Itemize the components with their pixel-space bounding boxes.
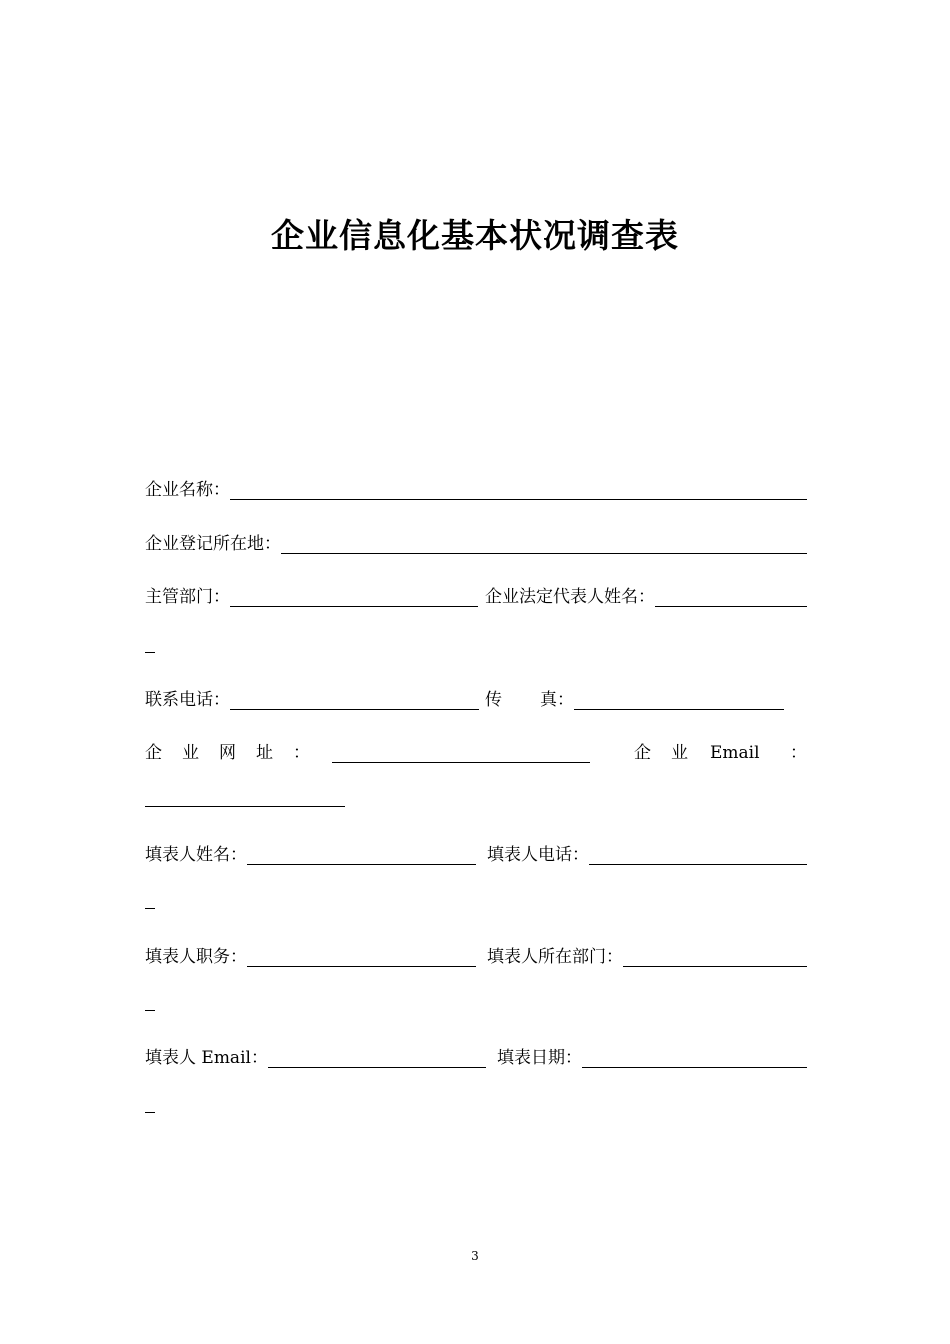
filler-name-label: 填表人姓名： [145,845,247,865]
phone-fax-row [145,684,807,710]
supervising-dept-blank[interactable] [230,588,478,607]
filler-dept-blank[interactable] [623,948,807,967]
company-name-label: 企业名称： [145,480,230,500]
filler-phone-label: 填表人电话： [487,845,589,865]
filler-dept-label: 填表人所在部门： [487,947,623,967]
fax-label-part2: 真： [540,690,574,710]
registered-location-blank[interactable] [281,535,807,554]
filler-position-dept-row [145,941,807,967]
company-name-blank[interactable] [230,481,807,500]
website-label-char1: 企 [145,743,162,763]
legal-rep-label: 企业法定代表人姓名： [485,587,655,607]
filler-dept-blank-overflow [145,1010,155,1011]
fax-blank[interactable] [574,691,784,710]
page-number: 3 [471,1249,479,1263]
filler-name-phone-row [145,839,807,865]
company-name-row [145,474,807,500]
website-label-colon: ： [293,743,310,763]
website-label-char2: 业 [182,743,199,763]
filler-position-blank[interactable] [247,948,476,967]
filler-email-blank[interactable] [268,1049,486,1068]
legal-rep-blank-overflow [145,652,155,653]
contact-phone-label: 联系电话： [145,690,230,710]
filler-phone-blank-overflow [145,908,155,909]
filler-position-label: 填表人职务： [145,947,247,967]
fill-date-label: 填表日期： [496,1048,582,1068]
email-label-char1: 企 [634,743,651,763]
fax-label-part1: 传 [485,690,502,710]
filler-name-blank[interactable] [247,846,476,865]
filler-phone-blank[interactable] [589,846,807,865]
email-label-word: Email [710,743,760,763]
registered-location-row [145,528,807,554]
website-email-row [145,737,807,763]
email-label-char2: 业 [671,743,688,763]
email-label-colon: ： [790,743,807,763]
contact-phone-blank[interactable] [230,691,479,710]
legal-rep-blank[interactable] [655,588,807,607]
website-label-char4: 址 [256,743,273,763]
page-title: 企业信息化基本状况调查表 [271,216,679,255]
fill-date-blank[interactable] [582,1049,807,1068]
registered-location-label: 企业登记所在地： [145,534,281,554]
filler-email-date-row [145,1042,807,1068]
dept-legal-rep-row [145,581,807,607]
filler-email-label: 填表人 Email： [145,1048,268,1068]
fill-date-blank-overflow [145,1112,155,1113]
website-blank[interactable] [332,744,590,763]
supervising-dept-label: 主管部门： [145,587,230,607]
website-label-char3: 网 [219,743,236,763]
email-blank[interactable] [145,806,345,807]
